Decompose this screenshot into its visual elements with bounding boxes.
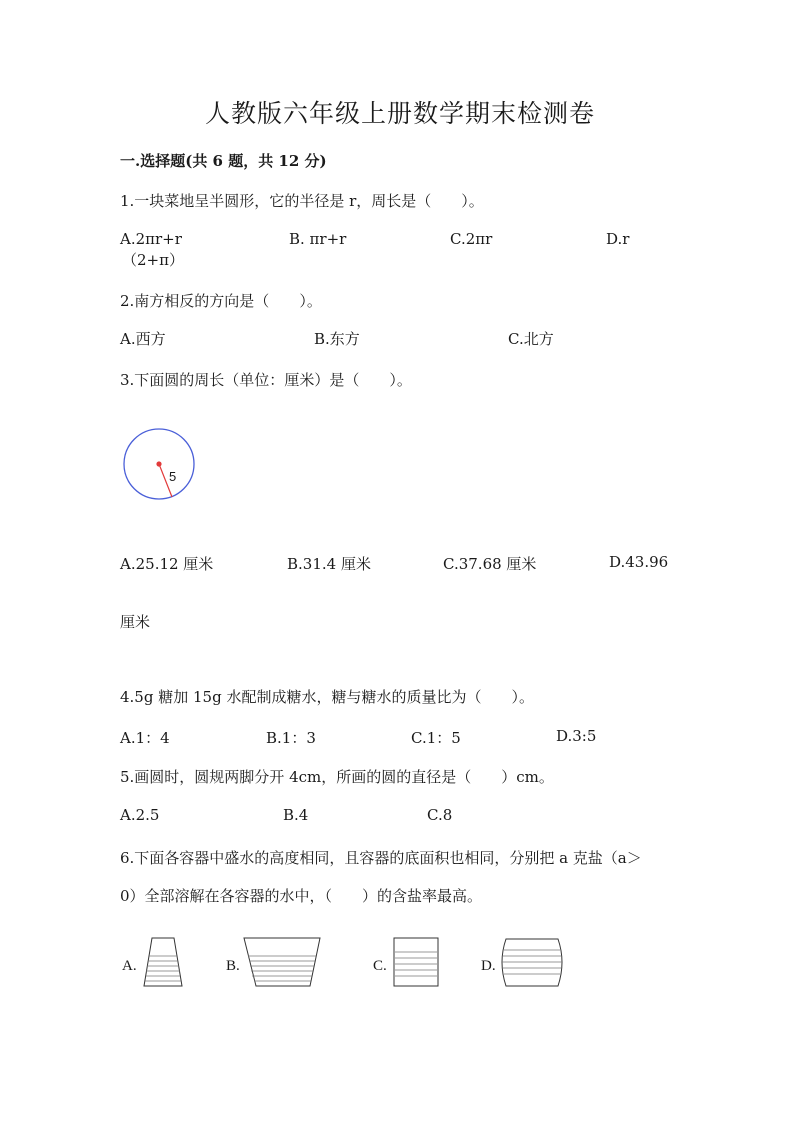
container-a-water-lines [145, 956, 181, 981]
q2-option-b: B.东方 [314, 330, 360, 348]
container-d-label: D. [481, 958, 496, 974]
q3-option-b: B.31.4 厘米 [287, 555, 371, 573]
container-b-water-lines [248, 956, 316, 981]
section-heading: 一.选择题(共 6 题，共 12 分) [120, 152, 327, 170]
radius-label: 5 [169, 469, 177, 484]
q1-option-b: B. πr+r [289, 230, 347, 248]
container-c-water-lines [395, 952, 437, 976]
container-d-water-lines [502, 950, 562, 974]
q5-option-c: C.8 [427, 806, 453, 824]
q1-option-d-continued: （2+π） [122, 251, 184, 269]
q4-option-c: C.1：5 [411, 729, 461, 747]
question-6-stem-line-1: 6.下面各容器中盛水的高度相同，且容器的底面积也相同，分别把 a 克盐（a＞ [120, 849, 642, 867]
center-dot [156, 461, 161, 466]
question-2-stem: 2.南方相反的方向是（ ）。 [120, 292, 322, 310]
q5-option-a: A.2.5 [120, 806, 160, 824]
containers-figure [118, 932, 578, 992]
container-c [394, 938, 438, 986]
q3-option-a: A.25.12 厘米 [120, 555, 214, 573]
q3-option-c: C.37.68 厘米 [443, 555, 537, 573]
q5-option-b: B.4 [283, 806, 309, 824]
q4-option-a: A.1：4 [120, 729, 170, 747]
container-a-label: A. [122, 958, 137, 974]
q3-option-d: D.43.96 [609, 553, 669, 571]
q1-option-a: A.2πr+r [120, 230, 182, 248]
q1-option-d: D.r [606, 230, 630, 248]
container-a [144, 938, 182, 986]
container-d [502, 939, 562, 986]
container-c-label: C. [373, 958, 387, 974]
q2-option-a: A.西方 [120, 330, 166, 348]
q2-option-c: C.北方 [508, 330, 554, 348]
q1-option-c: C.2πr [450, 230, 493, 248]
page-title: 人教版六年级上册数学期末检测卷 [204, 99, 595, 128]
container-b-label: B. [226, 958, 240, 974]
question-4-stem: 4.5g 糖加 15g 水配制成糖水，糖与糖水的质量比为（ ）。 [120, 688, 534, 706]
question-5-stem: 5.画圆时，圆规两脚分开 4cm，所画的圆的直径是（ ）cm。 [120, 768, 554, 786]
container-b [244, 938, 320, 986]
q4-option-b: B.1：3 [266, 729, 316, 747]
q4-option-d: D.3:5 [556, 727, 597, 745]
circle-figure [120, 425, 200, 505]
question-1-stem: 1.一块菜地呈半圆形，它的半径是 r，周长是（ ）。 [120, 192, 484, 210]
question-3-stem: 3.下面圆的周长（单位：厘米）是（ ）。 [120, 371, 412, 389]
q3-option-d-continued: 厘米 [120, 613, 151, 631]
question-6-stem-line-2: 0）全部溶解在各容器的水中，（ ）的含盐率最高。 [120, 887, 483, 905]
